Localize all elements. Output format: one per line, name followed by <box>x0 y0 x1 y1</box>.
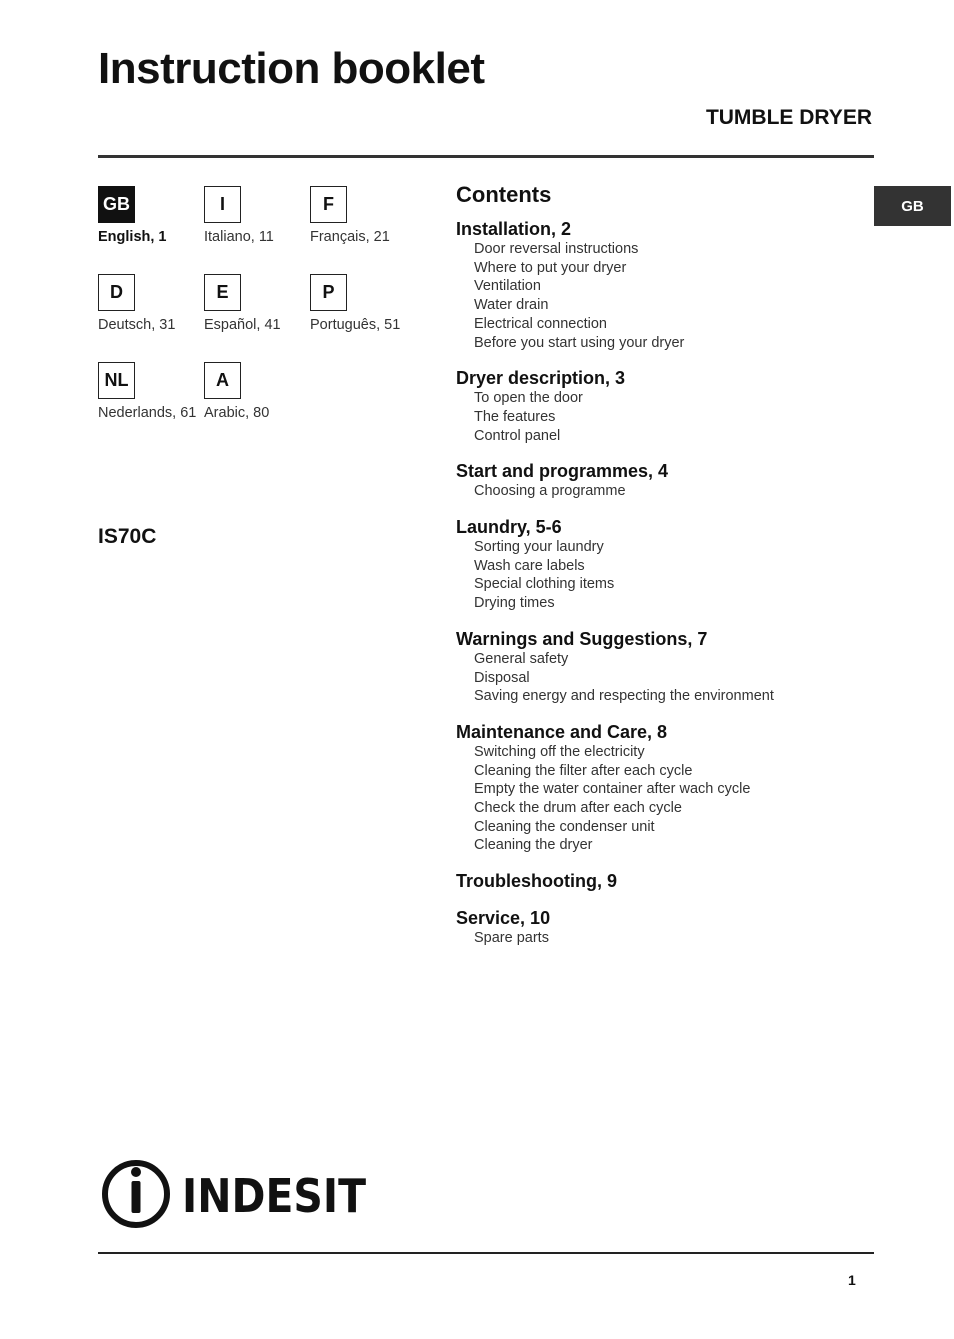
table-of-contents <box>456 182 856 963</box>
toc-subitems <box>456 482 856 501</box>
toc-subitem[interactable]: Empty the water container after wach cycle <box>474 781 751 798</box>
toc-section <box>456 460 856 501</box>
language-label: Arabic, 80 <box>204 405 270 421</box>
language-e[interactable] <box>204 274 309 333</box>
toc-subitem[interactable]: Door reversal instructions <box>474 241 639 257</box>
toc-section <box>456 516 856 613</box>
toc-subitem[interactable]: Control panel <box>474 427 561 444</box>
language-label: Español, 41 <box>204 317 281 333</box>
toc-subitems <box>456 538 856 613</box>
language-label: Nederlands, 61 <box>98 405 197 421</box>
toc-subitem[interactable]: Saving energy and respecting the environment <box>474 688 774 705</box>
toc-subitems <box>456 389 856 445</box>
toc-subitem[interactable]: Disposal <box>474 669 530 686</box>
toc-subitem[interactable]: To open the door <box>474 390 583 407</box>
toc-section-title[interactable]: Installation, 2 <box>456 219 572 239</box>
language-i[interactable] <box>204 186 309 245</box>
language-code-box: F <box>310 186 347 223</box>
toc-subitem[interactable]: Before you start using your dryer <box>474 334 685 351</box>
toc-section <box>456 628 856 706</box>
language-label: Italiano, 11 <box>204 229 274 245</box>
language-code-box: A <box>204 362 241 399</box>
toc-subitem[interactable]: Electrical connection <box>474 315 607 332</box>
language-f[interactable] <box>310 186 415 245</box>
product-type: TUMBLE DRYER <box>705 106 872 129</box>
language-code-box: GB <box>98 186 135 223</box>
toc-subitems <box>456 929 856 948</box>
toc-sections <box>456 218 856 948</box>
toc-subitem[interactable]: Check the drum after each cycle <box>474 800 682 817</box>
logo-wordmark: INDESIT <box>182 1169 367 1223</box>
language-d[interactable] <box>98 274 203 333</box>
toc-section <box>456 870 856 892</box>
language-code-box: D <box>98 274 135 311</box>
toc-subitems <box>456 650 856 706</box>
toc-subitem[interactable]: Spare parts <box>474 930 549 947</box>
language-nl[interactable] <box>98 362 203 421</box>
toc-subitem[interactable]: Special clothing items <box>474 576 615 593</box>
toc-section-title[interactable]: Troubleshooting, 9 <box>456 871 617 892</box>
toc-subitem[interactable]: Switching off the electricity <box>474 743 645 760</box>
toc-subitem[interactable]: Cleaning the condenser unit <box>474 818 655 835</box>
toc-subitem[interactable]: Drying times <box>474 595 555 612</box>
toc-section-title[interactable]: Service, 10 <box>456 908 551 929</box>
language-gb[interactable] <box>98 186 203 245</box>
contents-heading: Contents <box>456 182 552 207</box>
header-divider <box>98 155 874 158</box>
indesit-logo-icon <box>105 1163 167 1225</box>
language-code-box: NL <box>98 362 135 399</box>
toc-subitem[interactable]: The features <box>474 408 556 425</box>
toc-section <box>456 367 856 445</box>
language-code-box: I <box>204 186 241 223</box>
toc-section-title[interactable]: Maintenance and Care, 8 <box>456 721 668 742</box>
toc-subitem[interactable]: Where to put your dryer <box>474 259 627 276</box>
toc-subitems <box>456 240 856 352</box>
language-label: Français, 21 <box>310 229 390 245</box>
language-label: Deutsch, 31 <box>98 317 176 333</box>
toc-subitem[interactable]: Cleaning the filter after each cycle <box>474 762 693 779</box>
toc-subitem[interactable]: Water drain <box>474 297 549 314</box>
toc-section-title[interactable]: Warnings and Suggestions, 7 <box>456 628 708 649</box>
toc-subitem[interactable]: Sorting your laundry <box>474 539 604 556</box>
page-title: Instruction booklet <box>98 44 485 93</box>
footer-divider <box>98 1252 874 1254</box>
language-label: Português, 51 <box>310 317 401 333</box>
toc-section <box>456 721 856 855</box>
language-side-tab[interactable]: GB <box>874 186 951 226</box>
toc-subitem[interactable]: General safety <box>474 650 569 667</box>
language-code-box: E <box>204 274 241 311</box>
toc-section-title[interactable]: Start and programmes, 4 <box>456 461 669 482</box>
page-number: 1 <box>848 1272 856 1288</box>
toc-section-title[interactable]: Laundry, 5-6 <box>456 517 562 538</box>
model-number: IS70C <box>98 525 157 548</box>
language-p[interactable] <box>310 274 415 333</box>
indesit-logo <box>100 1156 370 1230</box>
language-code-box: P <box>310 274 347 311</box>
toc-section <box>456 907 856 948</box>
toc-subitem[interactable]: Choosing a programme <box>474 483 626 500</box>
toc-subitem[interactable]: Wash care labels <box>474 557 585 574</box>
toc-section <box>456 218 856 352</box>
toc-section-title[interactable]: Dryer description, 3 <box>456 368 626 389</box>
toc-subitems <box>456 743 856 855</box>
language-label: English, 1 <box>98 229 167 245</box>
toc-subitem[interactable]: Ventilation <box>474 278 541 295</box>
toc-subitem[interactable]: Cleaning the dryer <box>474 837 593 854</box>
language-a[interactable] <box>204 362 309 421</box>
